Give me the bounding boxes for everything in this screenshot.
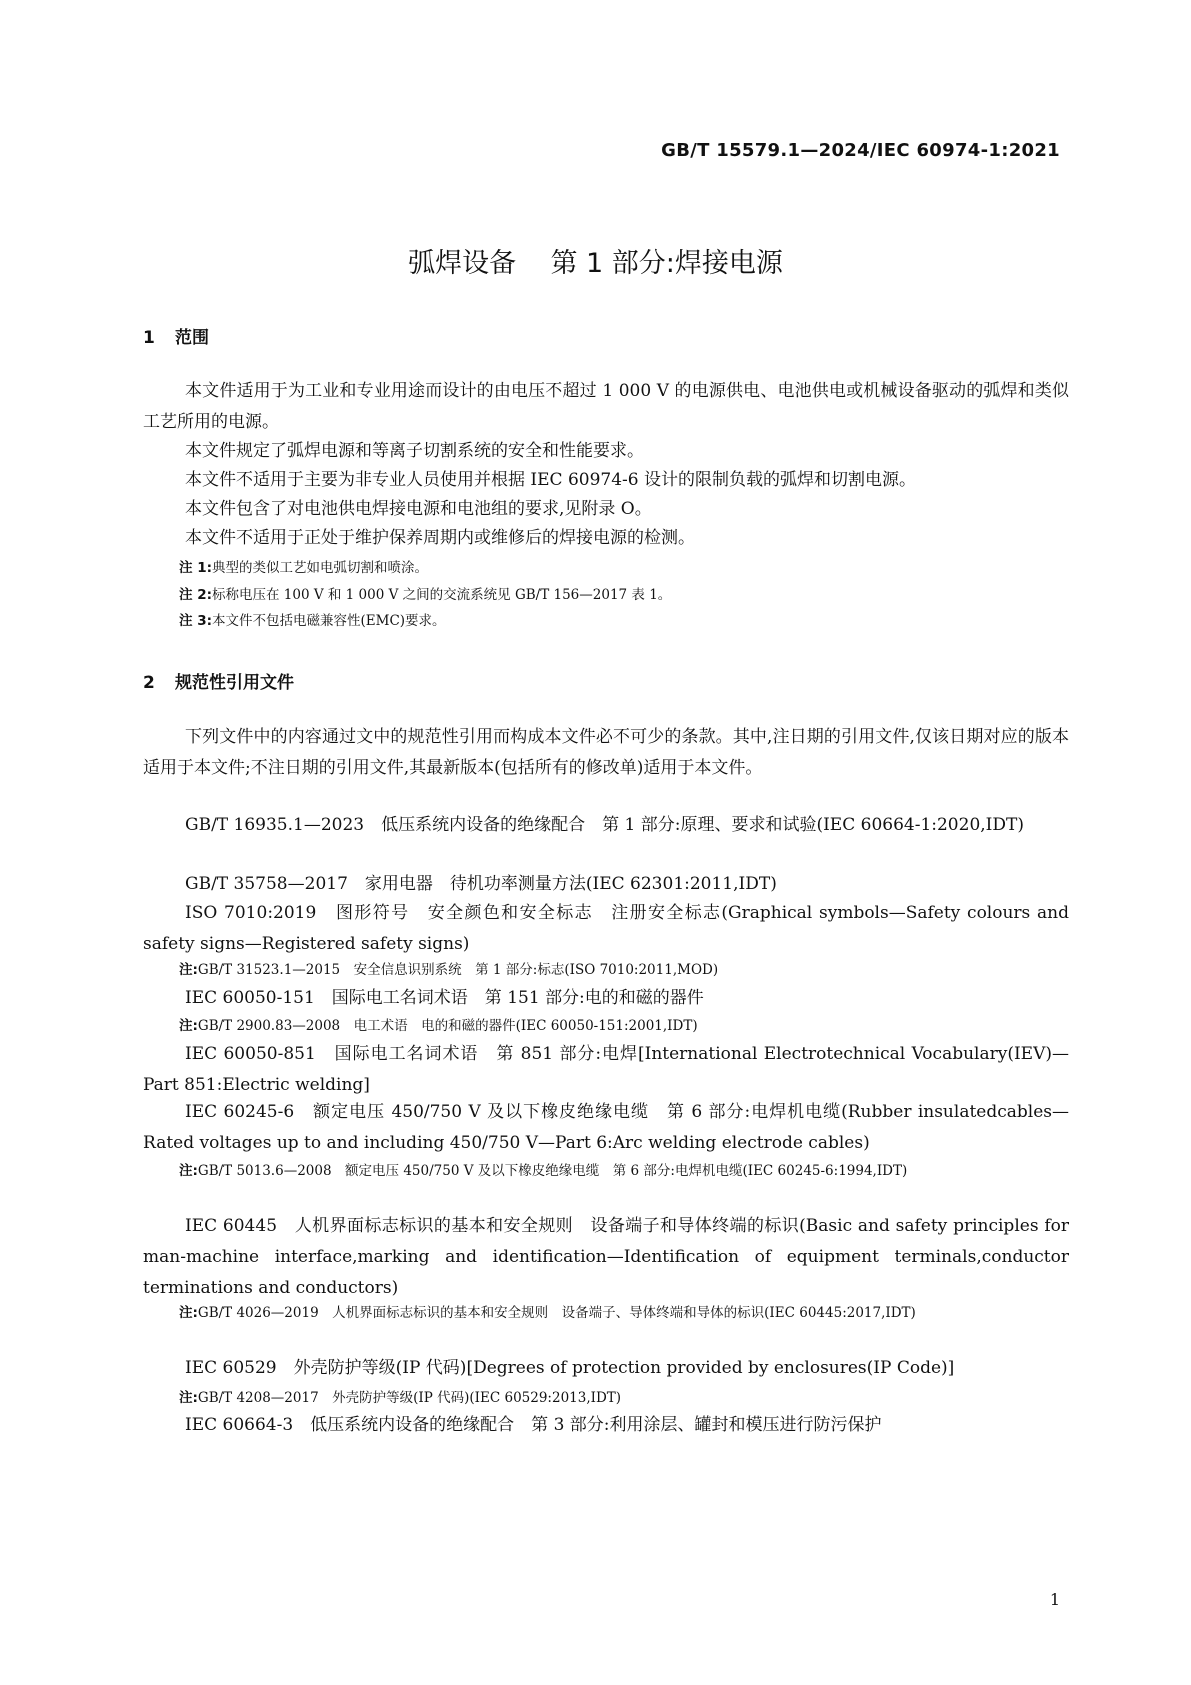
note-text: GB/T 31523.1—2015 安全信息识别系统 第 1 部分:标志(ISO 7010:2011,MOD) xyxy=(197,962,719,978)
reference-note xyxy=(179,956,1069,984)
section-title: 范围 xyxy=(175,328,209,348)
reference-item: ISO 7010:2019 图形符号 安全颜色和安全标志 注册安全标志(Graphical symbols—Safety colours and safety signs—Registered safety signs) xyxy=(143,903,1069,954)
note-label: 注 2: xyxy=(179,587,212,603)
section-number: 2 xyxy=(143,673,155,693)
section-1-heading xyxy=(143,323,209,348)
reference-item: IEC 60664-3 低压系统内设备的绝缘配合 第 3 部分:利用涂层、罐封和模压进行防污保护 xyxy=(185,1415,882,1435)
reference-item: IEC 60050-851 国际电工名词术语 第 851 部分:电焊[International Electrotechnical Vocabulary(IEV)—Part 851:Electric welding] xyxy=(143,1044,1069,1095)
page-number: 1 xyxy=(1049,1590,1060,1609)
section-title: 规范性引用文件 xyxy=(175,673,294,693)
note xyxy=(179,607,1069,635)
reference-note xyxy=(179,1384,1069,1412)
note-text: GB/T 2900.83—2008 电工术语 电的和磁的器件(IEC 60050-151:2001,IDT) xyxy=(197,1018,698,1034)
reference-item: IEC 60529 外壳防护等级(IP 代码)[Degrees of protection provided by enclosures(IP Code)] xyxy=(185,1358,955,1378)
note-label: 注: xyxy=(179,1163,198,1179)
paragraph: 本文件不适用于主要为非专业人员使用并根据 IEC 60974-6 设计的限制负载的弧焊和切割电源。 xyxy=(185,470,916,490)
note xyxy=(179,554,1069,582)
paragraph: 本文件规定了弧焊电源和等离子切割系统的安全和性能要求。 xyxy=(185,441,644,461)
note-label: 注: xyxy=(179,1305,198,1321)
note-text: GB/T 5013.6—2008 额定电压 450/750 V 及以下橡皮绝缘电缆 第 6 部分:电焊机电缆(IEC 60245-6:1994,IDT) xyxy=(197,1163,908,1179)
note-text: GB/T 4026—2019 人机界面标志标识的基本和安全规则 设备端子、导体终端和导体的标识(IEC 60445:2017,IDT) xyxy=(197,1305,916,1321)
note-label: 注: xyxy=(179,1390,198,1406)
note-label: 注 3: xyxy=(179,613,212,629)
note-text: 标称电压在 100 V 和 1 000 V 之间的交流系统见 GB/T 156—2017 表 1。 xyxy=(212,587,672,603)
document-title: 弧焊设备 第 1 部分:焊接电源 xyxy=(408,248,783,279)
note-text: 典型的类似工艺如电弧切割和喷涂。 xyxy=(212,560,428,576)
note xyxy=(179,581,1069,609)
note-text: GB/T 4208—2017 外壳防护等级(IP 代码)(IEC 60529:2013,IDT) xyxy=(197,1390,622,1406)
section-2-heading xyxy=(143,668,294,693)
paragraph: 本文件包含了对电池供电焊接电源和电池组的要求,见附录 O。 xyxy=(185,499,652,519)
standard-code: GB/T 15579.1—2024/IEC 60974-1:2021 xyxy=(661,140,1060,161)
note-label: 注 1: xyxy=(179,560,212,576)
note-label: 注: xyxy=(179,1018,198,1034)
paragraph: 下列文件中的内容通过文中的规范性引用而构成本文件必不可少的条款。其中,注日期的引用文件,仅该日期对应的版本适用于本文件;不注日期的引用文件,其最新版本(包括所有的修改单)适用于本文件。 xyxy=(143,727,1069,778)
note-text: 本文件不包括电磁兼容性(EMC)要求。 xyxy=(212,613,446,629)
section-number: 1 xyxy=(143,328,155,348)
reference-item: GB/T 35758—2017 家用电器 待机功率测量方法(IEC 62301:2011,IDT) xyxy=(185,874,777,894)
reference-note xyxy=(179,1012,1069,1040)
note-label: 注: xyxy=(179,962,198,978)
reference-item: IEC 60245-6 额定电压 450/750 V 及以下橡皮绝缘电缆 第 6 部分:电焊机电缆(Rubber insulatedcables—Rated voltages up to and including 450/750 V—Part 6:Arc welding electrode cables) xyxy=(143,1102,1069,1153)
reference-item: GB/T 16935.1—2023 低压系统内设备的绝缘配合 第 1 部分:原理、要求和试验(IEC 60664-1:2020,IDT) xyxy=(185,815,1024,835)
reference-item: IEC 60050-151 国际电工名词术语 第 151 部分:电的和磁的器件 xyxy=(185,988,704,1008)
reference-item: IEC 60445 人机界面标志标识的基本和安全规则 设备端子和导体终端的标识(Basic and safety principles for man-machine interface,marking and identification—Identification of equipment terminals,conductor terminations and conductors) xyxy=(143,1216,1069,1298)
reference-note xyxy=(179,1157,1069,1185)
paragraph: 本文件适用于为工业和专业用途而设计的由电压不超过 1 000 V 的电源供电、电池供电或机械设备驱动的弧焊和类似工艺所用的电源。 xyxy=(143,381,1069,432)
reference-note xyxy=(143,1299,1069,1327)
paragraph: 本文件不适用于正处于维护保养周期内或维修后的焊接电源的检测。 xyxy=(185,528,695,548)
